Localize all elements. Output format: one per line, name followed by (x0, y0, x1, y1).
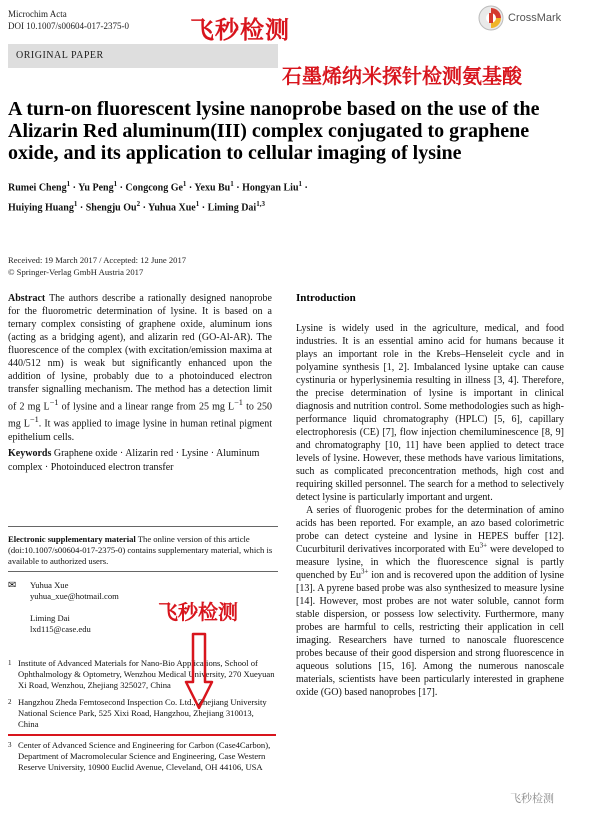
author-affiliation-mark: 2 (136, 200, 141, 209)
author-affiliation-mark: 1 (113, 180, 118, 188)
aff-num: 2 (8, 698, 12, 706)
aff-num: 3 (8, 741, 12, 749)
affiliation-2 (8, 697, 276, 730)
watermark-middle: 飞秒检测 (158, 600, 238, 624)
paper-title: A turn-on fluorescent lysine nanoprobe based on the use of the Alizarin Red aluminum(III) complex conjugated to graphene oxide, and its application to cellular imaging of lysine (8, 98, 540, 164)
abstract-sup-3: −1 (29, 415, 39, 425)
corr-name-1: Yuhua Xue (30, 580, 69, 590)
intro-paragraph-2 (296, 504, 564, 699)
aff-text: Center of Advanced Science and Engineering for Carbon (Case4Carbon), Department of Macromolecular Science and Engineering, Case Western Reserve University, 10900 Euclid Avenue, Cleveland, OH 44106, USA (18, 740, 271, 772)
article-type-bar (8, 44, 278, 68)
esm-text: The online version of this article (doi:10.1007/s00604-017-2375-0) contains supplementary material, which is available to authorized users. (8, 534, 273, 566)
dates-block (8, 254, 186, 278)
red-arrow-icon (184, 632, 214, 710)
crossmark-label: CrossMark (508, 12, 562, 24)
corr-email-1[interactable]: yuhua_xue@hotmail.com (30, 591, 119, 601)
author-name: Congcong Ge (125, 182, 183, 194)
divider (8, 571, 278, 572)
author-list (8, 176, 528, 217)
author-affiliation-mark: 1 (230, 180, 234, 188)
corr-name-2: Liming Dai (30, 613, 70, 623)
affiliation-1 (8, 658, 276, 691)
introduction-body (296, 322, 564, 699)
envelope-icon: ✉ (8, 580, 17, 591)
crossmark-badge[interactable] (478, 4, 586, 32)
watermark-banner: 石墨烯纳米探针检测氨基酸 (282, 64, 522, 88)
author-affiliation-mark: 1,3 (256, 200, 265, 209)
author-affiliation-mark: 1 (182, 180, 187, 188)
doi-text: DOI 10.1007/s00604-017-2375-0 (8, 21, 129, 31)
abstract-sup-2: −1 (234, 398, 243, 407)
watermark-footer: 飞秒检测 (510, 792, 554, 805)
esm-label: Electronic supplementary material (8, 534, 136, 544)
author-name: Yu Peng (78, 182, 114, 194)
article-type: ORIGINAL PAPER (16, 50, 104, 61)
abstract-label: Abstract (8, 293, 46, 304)
author-line-2: Huiying Huang$^1$ · Shengju $Ou^2$ · Yuhua Xue$^1$ · Liming Dai$^{1,3}$ (8, 200, 265, 214)
author-line-1: Rumei Cheng$^1$ · Yu Peng$^1$ · Congcong $Ge^1$ · Yexu $Bu^1$ · Hongyan Liu$^1$ · (8, 180, 308, 194)
journal-name: Microchim Acta (8, 9, 67, 19)
crossmark-icon (478, 5, 504, 31)
abstract-text-2: of lysine and a linear range from 25 mg L (58, 401, 235, 413)
copyright: © Springer-Verlag GmbH Austria 2017 (8, 267, 144, 277)
intro-text-a: A series of fluorogenic probes for the determination of amino acids has been reported. For example, an azo based colorimetric probe can detect cysteine and lysine in HEPES buffer [12]. Cucurbituril derivatives incorporated with Eu (296, 505, 564, 555)
intro-sup-b: 3+ (361, 567, 369, 576)
author-name: Liming Dai (207, 202, 257, 214)
received-accepted: Received: 19 March 2017 / Accepted: 12 June 2017 (8, 255, 187, 265)
author-name: Shengju Ou (85, 202, 137, 214)
intro-text-c: ion and is recovered upon the addition of lysine [13]. A pyrene based probe was also synthesized to measure lysine [14]. However, most probes are not water soluble, cannot form stable dispersion, or possess low selectivity. Furthermore, many probes are harmful to cells, restricting their application in cell imaging. Researchers have turned to nanoscale fluorescence probes because of their good dispersion and strong fluorescence in aqueous solutions [15, 16]. Among the numerous nanoscale materials, scientists have been particularly interested in graphene oxide (GO) based nanoprobes [17]. (296, 570, 564, 698)
journal-header (8, 8, 129, 32)
intro-paragraph-1: Lysine is widely used in the agriculture, medical, and food industries. It is an essential amino acid for humans because it plays an important role in the Krebs–Henseleit cycle and in polyamine synthesis [1, 2]. Imbalanced lysine uptake can cause cystinuria or hyperlysinemia resulting in illness [3, 4]. Therefore, the precise determination of lysine is important in clinical diagnosis and nutrition control. Some methodologies such as high-performance liquid chromatography (HPLC) [5, 6], capillary electrophoresis (CE) [7], flow injection chemiluminescence [8, 9] and chromatography [10, 11] have been applied to detect trace levels of lysine. However, these methods have various limitations, such as complicated preconcentration methods, high cost and requiring skilled personnel. The search for a method to selectively detect lysine is particularly important and urgent. (296, 323, 564, 503)
abstract-text-4: . It was applied to image lysine in human retinal pigment epithelium cells. (8, 418, 272, 443)
author-name: Yuhua Xue (148, 202, 196, 214)
esm-note (8, 534, 276, 567)
abstract-text-1: The authors describe a rationally designed nanoprobe for the fluorometric determination of lysine. It is based on a ternary complex consisting of graphene oxide, aluminum ions (acting as a bridging agent), and alizarin red (GO-Al-AR). The fluorescence of the complex (with excitation/emission maxima at 440/512 nm) is weak but significantly enhanced upon the addition of lysine, probably due to a photoinduced electron transfer signalling mechanism. The method has a detection limit of 2 mg L (8, 293, 272, 413)
abstract (8, 292, 272, 444)
author-affiliation-mark: 1 (195, 200, 200, 209)
aff-text: Institute of Advanced Materials for Nano-Bio Applications, School of Ophthalmology & Optometry, Wenzhou Medical University, 270 Xueyuan Xi Road, Wenzhou, Zhejiang 325027, China (18, 658, 275, 690)
red-underline (8, 734, 276, 736)
abstract-text-3: to 250 mg L (8, 401, 273, 430)
affiliation-3 (8, 740, 276, 773)
author-name: Yexu Bu (194, 182, 231, 194)
author-affiliation-mark: 1 (73, 200, 78, 209)
author-name: Huiying Huang (8, 202, 74, 214)
introduction-heading: Introduction (296, 292, 356, 304)
aff-text: Hangzhou Zheda Femtosecond Inspection Co. Ltd., Zhejiang University National Science Park, 525 Xixi Road, Hangzhou, Zhejiang 310013, China (18, 697, 267, 729)
watermark-top: 飞秒检测 (190, 16, 290, 44)
abstract-sup-1: −1 (49, 398, 59, 407)
keywords-label: Keywords (8, 448, 52, 459)
author-name: Hongyan Liu (242, 182, 299, 194)
author-affiliation-mark: 1 (66, 180, 71, 188)
keywords-text: Graphene oxide · Alizarin red · Lysine · Aluminum complex · Photoinduced electron transfer (8, 448, 260, 473)
author-name: Rumei Cheng (8, 182, 67, 194)
corr-email-2[interactable]: lxd115@case.edu (30, 624, 91, 634)
author-affiliation-mark: 1 (298, 180, 303, 188)
intro-sup-a: 3+ (479, 541, 488, 550)
intro-text-b: were developed to measure lysine, in which the fluorescence signal is partly quenched by Eu (296, 544, 564, 581)
keywords (8, 447, 272, 475)
divider (8, 526, 278, 527)
aff-num: 1 (8, 659, 12, 667)
